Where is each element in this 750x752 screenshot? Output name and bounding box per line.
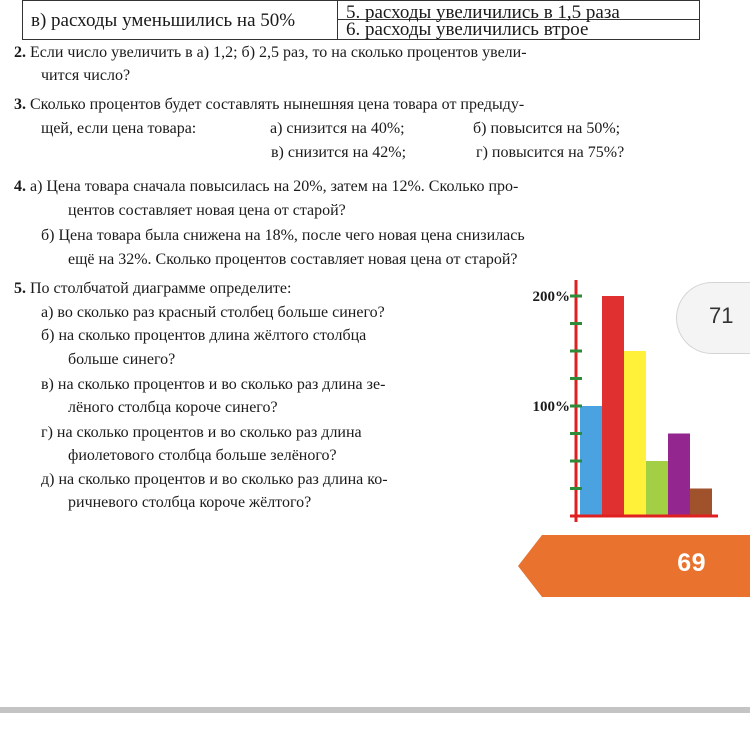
question-c: в) на сколько процентов и во сколько раз длина зе- xyxy=(41,376,386,393)
side-page-badge[interactable] xyxy=(676,282,750,354)
question-b: б) на сколько процентов длина жёлтого столбца xyxy=(41,327,367,344)
page-number: 69 xyxy=(677,549,706,577)
table-cell: в) расходы уменьшились на 50% xyxy=(23,1,338,40)
problem-text: Сколько процентов будет составлять нынешняя цена товара от предыду- xyxy=(30,96,525,113)
bar-зелёный xyxy=(646,461,668,516)
answers-table xyxy=(22,0,700,40)
option-c: в) снизится на 42%; xyxy=(271,144,407,161)
bar-жёлтый xyxy=(624,351,646,516)
problem-number: 3. xyxy=(14,96,26,113)
problem-text: щей, если цена товара: xyxy=(41,120,197,137)
question-a: а) во сколько раз красный столбец больше синего? xyxy=(41,304,385,321)
page-number-tab xyxy=(518,535,750,597)
question-e-cont: ричневого столбца короче жёлтого? xyxy=(68,494,312,511)
problem-text: ещё на 32%. Сколько процентов составляет новая цена от старой? xyxy=(68,251,518,268)
bar-красный xyxy=(602,296,624,516)
problem-text: а) Цена товара сначала повысилась на 20%, затем на 12%. Сколько про- xyxy=(30,178,519,195)
option-b: б) повысится на 50%; xyxy=(473,120,621,137)
side-page-number: 71 xyxy=(709,303,734,328)
option-a: а) снизится на 40%; xyxy=(270,120,405,137)
problem-text: б) Цена товара была снижена на 18%, после чего новая цена снизилась xyxy=(41,227,525,244)
question-e: д) на сколько процентов и во сколько раз длина ко- xyxy=(41,471,388,488)
bar-фиолетовый xyxy=(668,434,690,517)
question-c-cont: лёного столбца короче синего? xyxy=(68,399,278,416)
question-d: г) на сколько процентов и во сколько раз длина xyxy=(41,424,362,441)
bottom-divider xyxy=(0,707,750,713)
bar-коричневый xyxy=(690,489,712,517)
question-b-cont: больше синего? xyxy=(68,351,176,368)
option-d: г) повысится на 75%? xyxy=(476,144,625,161)
problem-text: центов составляет новая цена от старой? xyxy=(68,202,346,219)
tick-label-0: 200% xyxy=(532,289,570,305)
problem-number: 2. xyxy=(14,44,26,61)
problem-number: 5. xyxy=(14,280,26,297)
table-cell: 5. расходы увеличились в 1,5 раза xyxy=(338,1,700,20)
problem-text: чится число? xyxy=(41,67,131,84)
tick-label-1: 100% xyxy=(532,399,570,415)
problem-text: По столбчатой диаграмме определите: xyxy=(30,280,292,297)
page-tab-shape xyxy=(518,535,750,597)
bar-синий xyxy=(580,406,602,516)
question-d-cont: фиолетового столбца больше зелёного? xyxy=(68,447,337,464)
problem-text: Если число увеличить в а) 1,2; б) 2,5 раз, то на сколько процентов увели- xyxy=(30,44,527,61)
table-cell: 6. расходы увеличились втрое xyxy=(338,20,700,40)
problem-number: 4. xyxy=(14,178,26,195)
